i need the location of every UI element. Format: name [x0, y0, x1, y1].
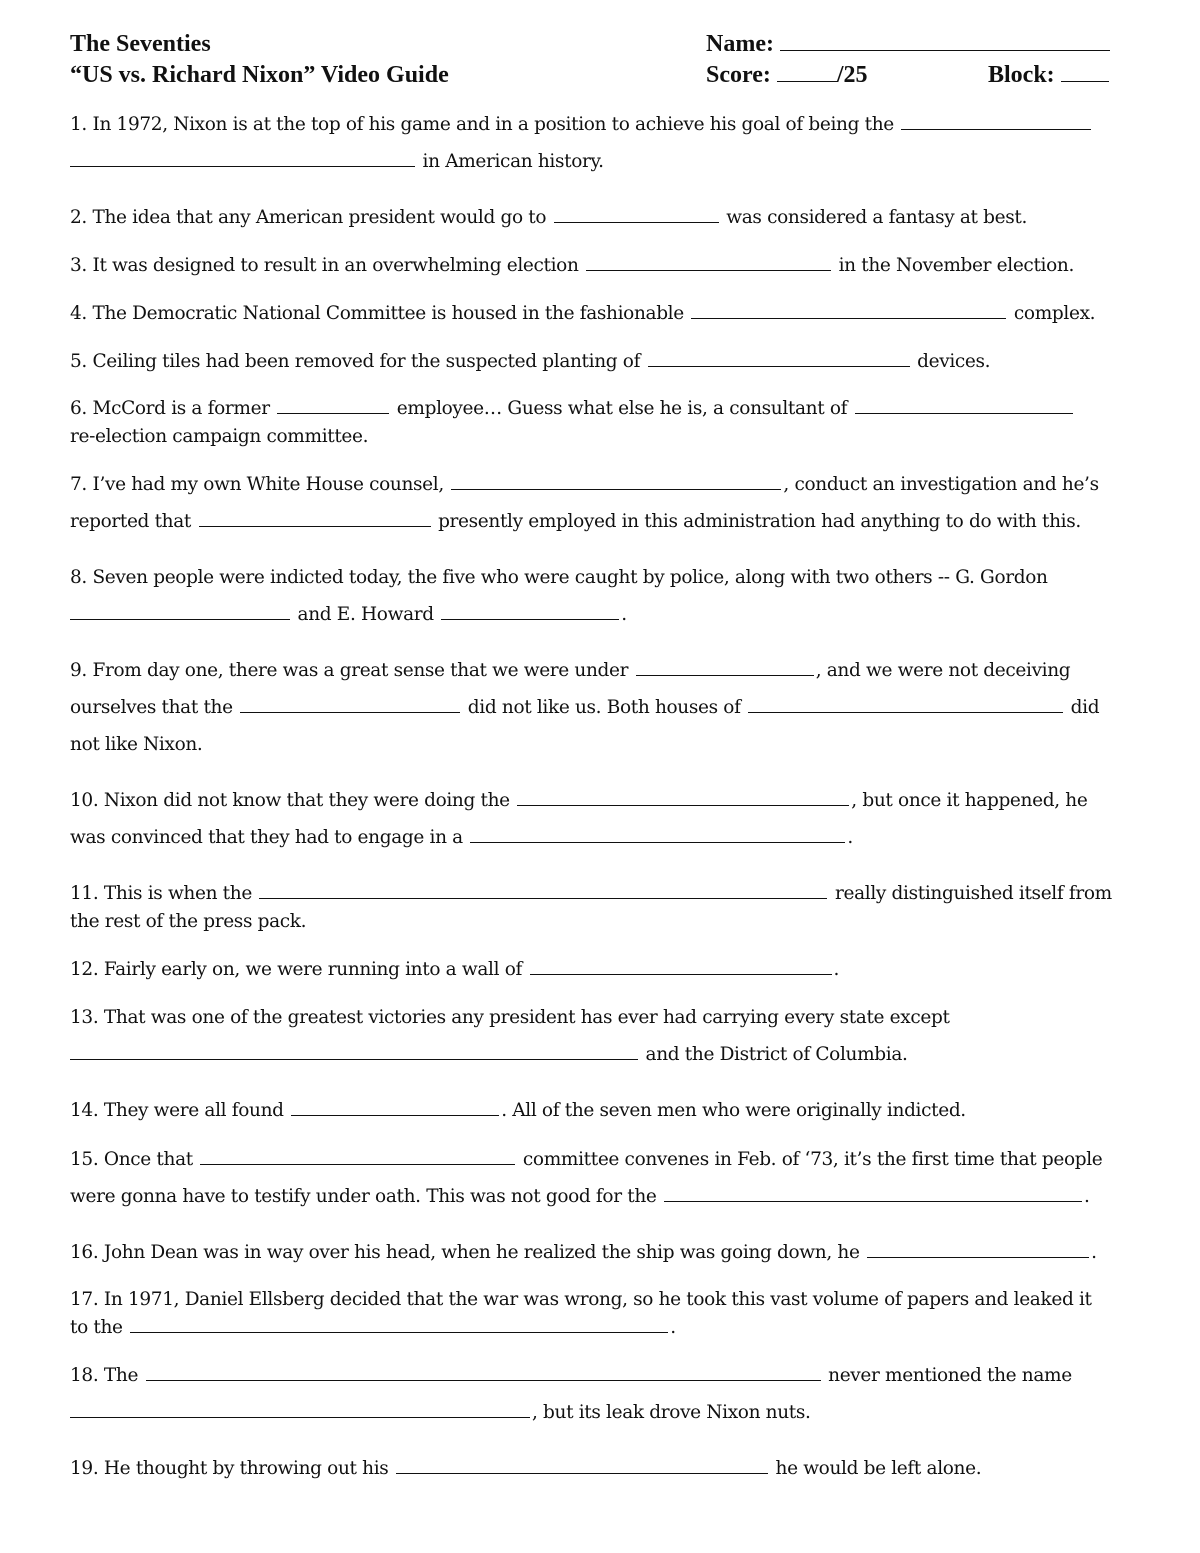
answer-blank[interactable] [199, 510, 431, 527]
question-7: 7. I’ve had my own White House counsel, , conduct an investigation and he’s reported that presently employed in this administration had anything to do with this. [70, 474, 1099, 532]
answer-blank[interactable] [470, 826, 845, 843]
block-label: Block: [988, 62, 1055, 88]
score-blank[interactable] [777, 63, 837, 82]
answer-blank[interactable] [855, 397, 1073, 414]
worksheet-title: “US vs. Richard Nixon” Video Guide [70, 62, 449, 88]
answer-blank[interactable] [70, 603, 290, 620]
question-15: 15. Once that committee convenes in Feb. of ‘73, it’s the first time that people were gonna have to testify under oath. This was not good for the . [70, 1149, 1103, 1207]
question-3: 3. It was designed to result in an overwhelming election in the November election. [70, 255, 1074, 276]
question-18: 18. The never mentioned the name , but its leak drove Nixon nuts. [70, 1365, 1072, 1423]
name-label: Name: [706, 31, 774, 57]
question-13: 13. That was one of the greatest victories any president has ever had carrying every state except and the District of Columbia. [70, 1007, 950, 1065]
question-19: 19. He thought by throwing out his he would be left alone. [70, 1458, 982, 1479]
answer-blank[interactable] [146, 1364, 821, 1381]
answer-blank[interactable] [867, 1241, 1089, 1258]
question-9: 9. From day one, there was a great sense that we were under , and we were not deceiving ourselves that the did not like us. Both houses of did not like Nixon. [70, 660, 1100, 755]
block-blank[interactable] [1061, 63, 1109, 82]
block-field [988, 63, 1109, 87]
course-title: The Seventies [70, 31, 211, 57]
answer-blank[interactable] [636, 659, 814, 676]
question-2: 2. The idea that any American president would go to was considered a fantasy at best. [70, 207, 1028, 228]
answer-blank[interactable] [451, 473, 781, 490]
answer-blank[interactable] [240, 696, 460, 713]
answer-blank[interactable] [901, 113, 1091, 130]
answer-blank[interactable] [586, 254, 831, 271]
answer-blank[interactable] [441, 603, 619, 620]
question-17: 17. In 1971, Daniel Ellsberg decided that the war was wrong, so he took this vast volume of papers and leaked it to the . [70, 1289, 1092, 1338]
score-total: /25 [836, 62, 868, 88]
name-blank[interactable] [780, 32, 1110, 51]
answer-blank[interactable] [259, 882, 827, 899]
answer-blank[interactable] [277, 397, 389, 414]
answer-blank[interactable] [648, 350, 910, 367]
question-12: 12. Fairly early on, we were running into a wall of . [70, 959, 840, 980]
answer-blank[interactable] [130, 1316, 668, 1333]
answer-blank[interactable] [70, 150, 415, 167]
question-6: 6. McCord is a former employee… Guess what else he is, a consultant of re-election campaign committee. [70, 395, 1150, 451]
answer-blank[interactable] [664, 1185, 1082, 1202]
name-field [706, 32, 1110, 56]
score-field [706, 63, 868, 87]
question-14: 14. They were all found . All of the seven men who were originally indicted. [70, 1100, 966, 1121]
score-label: Score: [706, 62, 771, 88]
question-10: 10. Nixon did not know that they were doing the , but once it happened, he was convinced that they had to engage in a . [70, 790, 1088, 848]
question-11: 11. This is when the really distinguished itself from the rest of the press pack. [70, 883, 1112, 932]
answer-blank[interactable] [70, 1043, 638, 1060]
answer-blank[interactable] [691, 302, 1006, 319]
answer-blank[interactable] [396, 1457, 768, 1474]
question-16: 16. John Dean was in way over his head, when he realized the ship was going down, he . [70, 1242, 1097, 1263]
answer-blank[interactable] [554, 206, 719, 223]
answer-blank[interactable] [291, 1099, 499, 1116]
question-8: 8. Seven people were indicted today, the five who were caught by police, along with two others -- G. Gordon and E. Howard . [70, 567, 1048, 625]
question-4: 4. The Democratic National Committee is housed in the fashionable complex. [70, 303, 1096, 324]
answer-blank[interactable] [530, 958, 832, 975]
question-5: 5. Ceiling tiles had been removed for the suspected planting of devices. [70, 351, 991, 372]
answer-blank[interactable] [748, 696, 1063, 713]
question-1: 1. In 1972, Nixon is at the top of his game and in a position to achieve his goal of being the in American history. [70, 106, 1150, 180]
answer-blank[interactable] [70, 1401, 530, 1418]
answer-blank[interactable] [200, 1148, 515, 1165]
answer-blank[interactable] [517, 789, 849, 806]
